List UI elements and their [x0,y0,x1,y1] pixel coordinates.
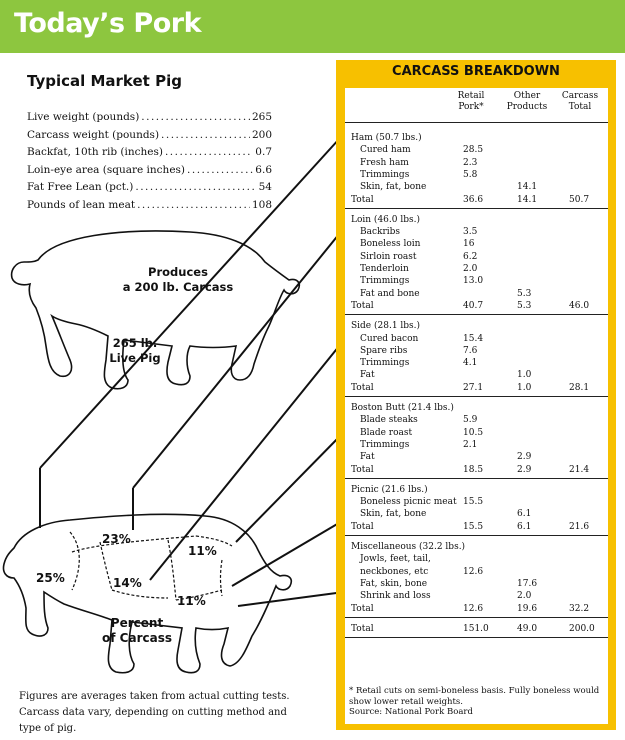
row-label: Total [351,194,374,205]
breakdown-footnote [349,686,605,718]
section-divider [345,314,608,315]
row-label: Fat [360,452,375,463]
percent-line1: Percent [110,616,164,630]
item-row [345,357,608,369]
row-label: Boneless picnic meat [360,497,457,508]
side-percent: 14% [113,576,142,590]
market-pig-title: Typical Market Pig [27,72,182,90]
row-label: Backribs [360,227,401,238]
stat-value: 0.7 [255,146,272,159]
row-label: Total [351,300,374,311]
section-heading [345,214,608,226]
total-row [345,603,608,615]
total-row [345,521,608,533]
item-row [345,288,608,300]
row-label: Tenderloin [360,264,409,274]
retail-value: 27.1 [463,382,484,393]
retail-value: 15.4 [463,333,484,344]
row-label: Boneless loin [360,239,421,250]
row-label: Side (28.1 lbs.) [351,321,421,332]
other-value: 5.3 [517,288,532,299]
averages-footnote: Figures are averages taken from actual cutting tests. Carcass data vary, depending on cutting method and type of pig. [19,691,290,734]
row-label: Picnic (21.6 lbs.) [351,484,428,495]
carcass-value: 21.4 [569,464,590,475]
row-label: Fat [360,370,375,381]
stat-label: Pounds of lean meat [27,198,136,211]
other-value: 6.1 [517,509,532,520]
carcass-value: 28.1 [569,382,590,393]
row-label: Trimmings [360,358,410,369]
row-label: Fat, skin, bone [360,578,428,589]
section-divider [345,637,608,638]
other-value: 2.9 [517,452,532,463]
boston-butt-percent: 11% [188,544,217,558]
other-value: 19.6 [517,603,538,614]
retail-value: 12.6 [463,603,484,614]
section-divider [345,396,608,397]
row-label: Total [351,521,374,532]
section-heading [345,132,608,144]
other-value: 6.1 [517,521,532,532]
item-row [345,263,608,275]
section-divider [345,617,608,618]
percent-line2: of Carcass [102,631,172,645]
retail-value: 4.1 [463,358,478,369]
row-label: Trimmings [360,439,410,450]
item-row [345,226,608,238]
percent-pig-outline [3,514,291,672]
col-other-products: Other Products [506,91,548,112]
stat-value: 108 [251,198,272,211]
row-label: Sirloin roast [360,251,417,262]
row-label: Ham (50.7 lbs.) [351,133,422,143]
section-divider [345,478,608,479]
live-line1: 265 lb. [112,336,158,350]
other-value: 49.0 [517,623,538,634]
carcass-value: 32.2 [569,603,590,614]
section-divider [345,122,608,123]
carcass-value: 46.0 [569,300,590,311]
page-title: Today’s Pork [14,8,202,39]
breakdown-table [345,88,608,724]
item-row [345,169,608,181]
total-row [345,194,608,206]
row-label: Trimmings [360,276,410,287]
section-heading [345,402,608,414]
retail-footnote: * Retail cuts on semi-boneless basis. Fully boneless would show lower retail weights. [349,686,600,707]
item-row [345,439,608,451]
retail-value: 151.0 [463,623,489,634]
retail-value: 10.5 [463,427,484,438]
row-label: Spare ribs [360,345,408,356]
other-value: 14.1 [517,194,538,205]
total-row [345,300,608,312]
retail-value: 5.8 [463,169,478,180]
col-carcass-total: Carcass Total [561,91,599,112]
section-heading [345,484,608,496]
row-label: Boston Butt (21.4 lbs.) [351,403,454,413]
carcass-value: 200.0 [569,623,595,634]
item-row [345,144,608,156]
picnic-percent: 11% [177,594,206,608]
stat-value: 54 [258,181,272,194]
item-row [345,238,608,250]
row-label: Blade roast [360,427,413,438]
item-row [345,414,608,426]
row-label: Fat and bone [360,288,420,299]
other-value: 1.0 [517,370,532,381]
other-value: 14.1 [517,182,538,193]
retail-value: 13.0 [463,276,484,287]
stat-value: 265 [251,111,272,123]
stat-label: Backfat, 10th rib (inches) [27,146,163,159]
row-label: Blade steaks [360,415,418,426]
retail-value: 18.5 [463,464,484,475]
item-row [345,508,608,520]
retail-value: 28.5 [463,145,484,156]
live-pig-label [100,336,170,366]
produces-line2: a 200 lb. Carcass [122,280,234,294]
row-label: Miscellaneous (32.2 lbs.) [351,542,466,552]
total-row [345,464,608,476]
retail-value: 7.6 [463,345,478,356]
retail-value: 2.0 [463,264,478,274]
row-label: Total [351,623,374,634]
section-heading [345,320,608,332]
item-row [345,333,608,345]
live-line2: Live Pig [109,351,161,365]
carcass-breakdown-panel [336,60,616,730]
retail-value: 12.6 [463,566,484,577]
item-row [345,251,608,263]
row-label: Skin, fat, bone [360,509,427,520]
item-row [345,578,608,590]
stat-label: Live weight (pounds) [27,111,140,123]
stat-label: Carcass weight (pounds) [27,128,160,141]
retail-value: 2.3 [463,157,478,168]
row-label: Fresh ham [360,157,409,168]
row-label: neckbones, etc [360,566,429,577]
other-value: 17.6 [517,578,538,589]
other-value: 1.0 [517,382,532,393]
item-row [345,451,608,463]
carcass-value: 50.7 [569,194,590,205]
row-label: Cured ham [360,145,411,156]
loin-percent: 23% [102,532,131,546]
retail-value: 40.7 [463,300,484,311]
stat-value: 6.6 [255,163,272,176]
retail-value: 3.5 [463,227,478,238]
other-value: 2.9 [517,464,532,475]
carcass-value: 21.6 [569,521,590,532]
row-label: Skin, fat, bone [360,182,427,193]
item-row [345,496,608,508]
item-row [345,427,608,439]
row-label: Total [351,603,374,614]
retail-value: 36.6 [463,194,484,205]
row-label: Total [351,382,374,393]
row-label: Shrink and loss [360,591,431,602]
retail-value: 6.2 [463,251,478,262]
other-value: 5.3 [517,300,532,311]
retail-value: 2.1 [463,439,478,450]
stat-label: Loin-eye area (square inches) [27,163,186,176]
total-row [345,623,608,635]
item-row [345,181,608,193]
section-heading [345,541,608,553]
total-row [345,382,608,394]
stat-label: Fat Free Lean (pct.) [27,181,134,194]
section-divider [345,208,608,209]
stat-value: 200 [251,128,272,141]
item-row [345,553,608,565]
produces-line1: Produces [148,265,208,279]
breakdown-title: CARCASS BREAKDOWN [392,64,560,79]
retail-value: 15.5 [463,497,484,508]
other-value: 2.0 [517,591,532,602]
item-row [345,590,608,602]
row-label: Cured bacon [360,333,419,344]
item-row [345,275,608,287]
row-label: Loin (46.0 lbs.) [351,214,420,225]
produces-label [108,265,248,295]
item-row [345,157,608,169]
row-label: Trimmings [360,169,410,180]
source-note: Source: National Pork Board [349,707,473,717]
item-row [345,369,608,381]
row-label: Total [351,464,374,475]
section-divider [345,535,608,536]
item-row [345,345,608,357]
retail-value: 5.9 [463,415,478,426]
ham-percent: 25% [36,571,65,585]
retail-value: 16 [463,239,475,250]
row-label: Jowls, feet, tail, [360,554,431,565]
retail-value: 15.5 [463,521,484,532]
col-retail-pork: Retail Pork* [457,91,485,112]
percent-carcass-label [92,616,182,646]
item-row [345,566,608,578]
